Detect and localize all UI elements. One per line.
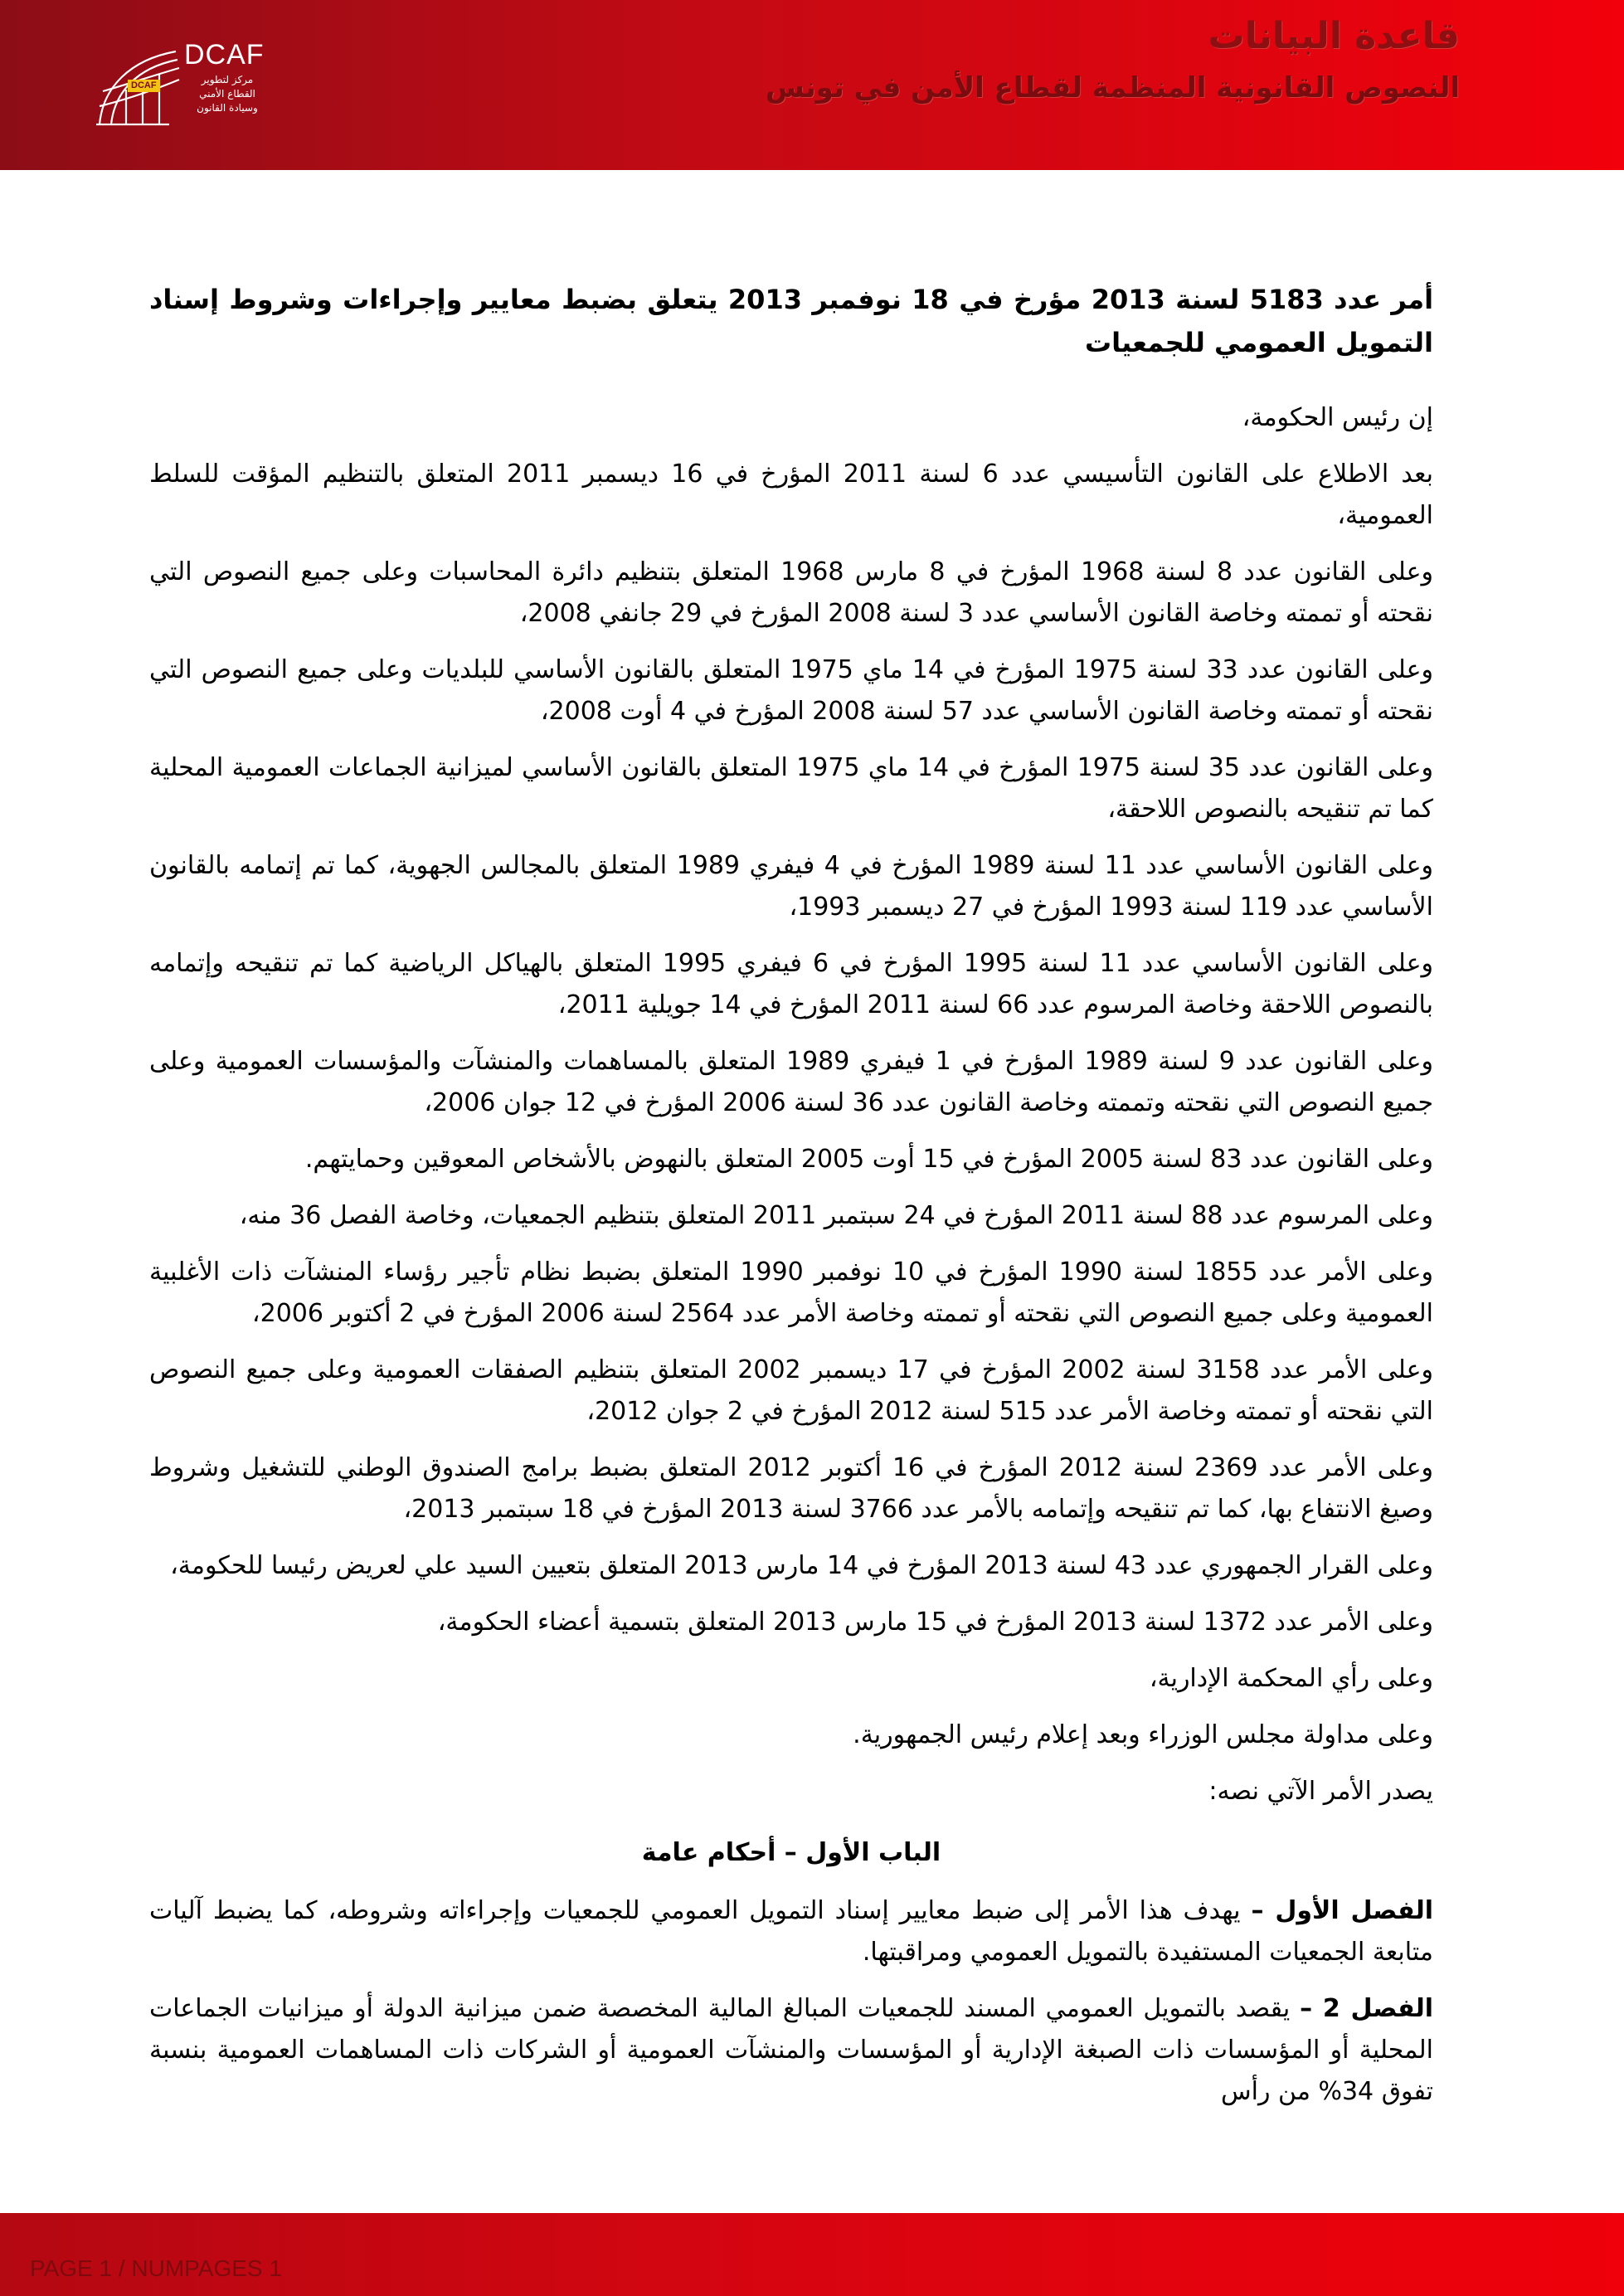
- logo-tagline: [173, 73, 282, 115]
- preamble-paragraph: وعلى مداولة مجلس الوزراء وبعد إعلام رئيس الجمهورية.: [853, 1720, 1433, 1749]
- logo-name: DCAF: [184, 39, 265, 71]
- preamble-paragraph: وعلى القانون عدد 9 لسنة 1989 المؤرخ في 1 فيفري 1989 المتعلق بالمساهمات والمنشآت والمؤسسات العمومية وعلى جميع النصوص التي نقحته وتممته وخاصة القانون عدد 36 لسنة 2006 المؤرخ في 12 جوان 2006،: [149, 1047, 1433, 1117]
- dcaf-logo: [93, 38, 284, 129]
- preamble-paragraph: وعلى القرار الجمهوري عدد 43 لسنة 2013 المؤرخ في 14 مارس 2013 المتعلق بتعيين السيد علي لعريض رئيسا للحكومة،: [170, 1551, 1433, 1580]
- article-text: يقصد بالتمويل العمومي المسند للجمعيات المبالغ المالية المخصصة ضمن ميزانية الدولة أو ميزانيات الجماعات المحلية أو المؤسسات ذات الصبغة الإدارية أو المؤسسات والمنشآت العمومية أو الشركات ذات المساهمات العمومية بنسبة تفوق 34% من رأس: [149, 1994, 1433, 2106]
- preamble-paragraph: وعلى رأي المحكمة الإدارية،: [1149, 1664, 1433, 1693]
- preamble-paragraph: يصدر الأمر الآتي نصه:: [1208, 1777, 1433, 1806]
- logo-tagline-line: مركز لتطوير: [201, 74, 254, 85]
- section-heading: الباب الأول – أحكام عامة: [641, 1838, 941, 1867]
- logo-badge: DCAF: [128, 80, 160, 92]
- preamble-paragraph: وعلى الأمر عدد 1855 لسنة 1990 المؤرخ في 10 نوفمبر 1990 المتعلق بضبط نظام تأجير رؤساء المنشآت ذات الأغلبية العمومية وعلى جميع النصوص التي نقحته أو تممته وخاصة الأمر عدد 2564 لسنة 2006 المؤرخ في 2 أكتوبر 2006،: [149, 1257, 1433, 1328]
- page-number: PAGE 1 / NUMPAGES 1: [30, 2255, 282, 2281]
- article-label: الفصل الأول –: [1251, 1896, 1433, 1925]
- preamble-paragraph: وعلى القانون عدد 8 لسنة 1968 المؤرخ في 8 مارس 1968 المتعلق بتنظيم دائرة المحاسبات وعلى جميع النصوص التي نقحته أو تممته وخاصة القانون الأساسي عدد 3 لسنة 2008 المؤرخ في 29 جانفي 2008،: [149, 557, 1433, 628]
- preamble-paragraph: وعلى القانون عدد 35 لسنة 1975 المؤرخ في 14 ماي 1975 المتعلق بالقانون الأساسي لميزانية الجماعات العمومية المحلية كما تم تنقيحه بالنصوص اللاحقة،: [149, 753, 1433, 824]
- database-title: قاعدة البيانات: [1208, 15, 1460, 57]
- page-header: [0, 0, 1624, 170]
- document-title: أمر عدد 5183 لسنة 2013 مؤرخ في 18 نوفمبر 2013 يتعلق بضبط معايير وإجراءات وشروط إسناد التمويل العمومي للجمعيات: [149, 284, 1434, 358]
- preamble-paragraph: وعلى الأمر عدد 3158 لسنة 2002 المؤرخ في 17 ديسمبر 2002 المتعلق بتنظيم الصفقات العمومية وعلى جميع النصوص التي نقحته أو تممته وخاصة الأمر عدد 515 لسنة 2012 المؤرخ في 2 جوان 2012،: [149, 1355, 1433, 1426]
- document-body: [149, 278, 1433, 2128]
- article-2: [149, 1988, 1433, 2113]
- article-1: [149, 1890, 1433, 1973]
- preamble-paragraph: وعلى القانون الأساسي عدد 11 لسنة 1989 المؤرخ في 4 فيفري 1989 المتعلق بالمجالس الجهوية، كما تم إتمامه بالقانون الأساسي عدد 119 لسنة 1993 المؤرخ في 27 ديسمبر 1993،: [149, 851, 1433, 922]
- preamble-paragraph: وعلى الأمر عدد 2369 لسنة 2012 المؤرخ في 16 أكتوبر 2012 المتعلق بضبط برامج الصندوق الوطني للتشغيل وشروط وصيغ الانتفاع بها، كما تم تنقيحه وإتمامه بالأمر عدد 3766 لسنة 2013 المؤرخ في 18 سبتمبر 2013،: [149, 1453, 1433, 1524]
- database-subtitle: النصوص القانونية المنظمة لقطاع الأمن في تونس: [765, 71, 1460, 105]
- article-label: الفصل 2 –: [1300, 1994, 1434, 2023]
- logo-tagline-line: القطاع الأمني: [199, 88, 255, 100]
- preamble-paragraph: وعلى الأمر عدد 1372 لسنة 2013 المؤرخ في 15 مارس 2013 المتعلق بتسمية أعضاء الحكومة،: [437, 1608, 1433, 1637]
- preamble-paragraph: إن رئيس الحكومة،: [1242, 403, 1433, 432]
- preamble-paragraph: بعد الاطلاع على القانون التأسيسي عدد 6 لسنة 2011 المؤرخ في 16 ديسمبر 2011 المتعلق بالتنظيم المؤقت للسلط العمومية،: [149, 460, 1433, 530]
- article-text: يهدف هذا الأمر إلى ضبط معايير إسناد التمويل العمومي للجمعيات وإجراءاته وشروطه، كما يضبط آليات متابعة الجمعيات المستفيدة بالتمويل العمومي ومراقبتها.: [149, 1896, 1433, 1967]
- preamble-paragraph: وعلى القانون عدد 33 لسنة 1975 المؤرخ في 14 ماي 1975 المتعلق بالقانون الأساسي للبلديات وعلى جميع النصوص التي نقحته أو تممته وخاصة القانون الأساسي عدد 57 لسنة 2008 المؤرخ في 4 أوت 2008،: [149, 655, 1433, 726]
- logo-tagline-line: وسيادة القانون: [197, 102, 258, 114]
- preamble-paragraph: وعلى القانون الأساسي عدد 11 لسنة 1995 المؤرخ في 6 فيفري 1995 المتعلق بالهياكل الرياضية كما تم تنقيحه وإتمامه بالنصوص اللاحقة وخاصة المرسوم عدد 66 لسنة 2011 المؤرخ في 14 جويلية 2011،: [149, 949, 1434, 1019]
- preamble-paragraph: وعلى المرسوم عدد 88 لسنة 2011 المؤرخ في 24 سبتمبر 2011 المتعلق بتنظيم الجمعيات، وخاصة الفصل 36 منه،: [239, 1201, 1433, 1230]
- page-footer: [0, 2213, 1624, 2296]
- preamble-paragraph: وعلى القانون عدد 83 لسنة 2005 المؤرخ في 15 أوت 2005 المتعلق بالنهوض بالأشخاص المعوقين وحمايتهم.: [304, 1145, 1433, 1174]
